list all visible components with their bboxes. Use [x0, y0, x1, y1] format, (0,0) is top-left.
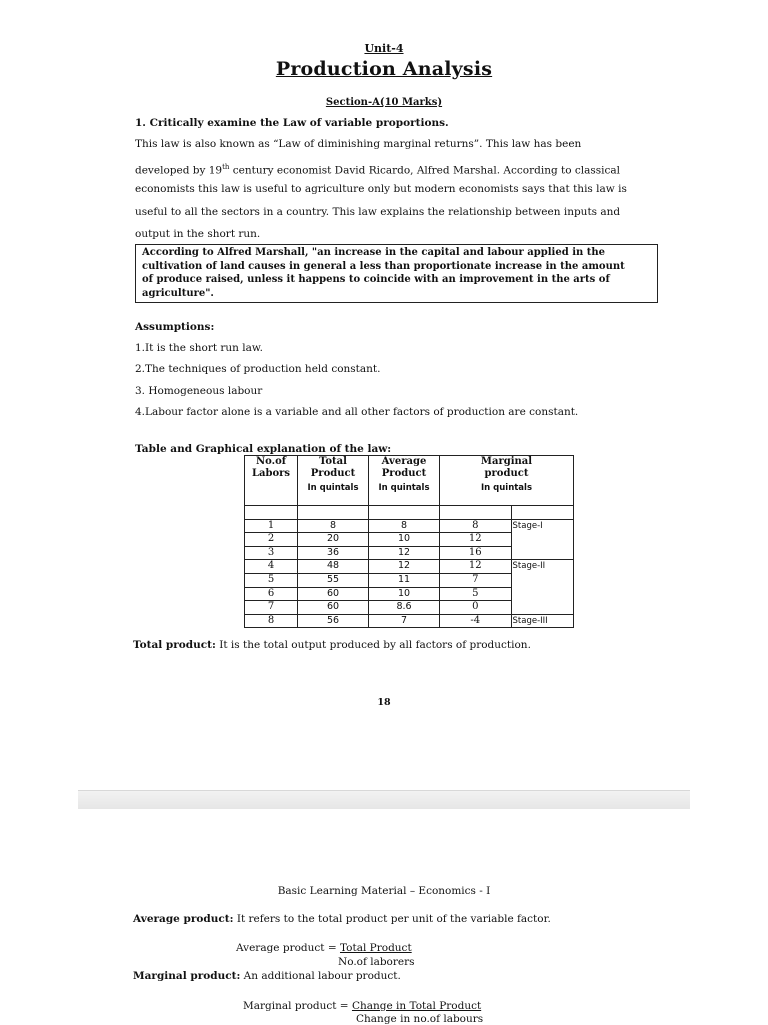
table-row: [245, 560, 574, 574]
page-title: Production Analysis: [275, 58, 493, 80]
assumptions-heading: Assumptions:: [135, 321, 215, 333]
average-product-label: Average product:: [133, 913, 234, 925]
header-line: Marginal: [480, 456, 533, 467]
total-product-label: Total product:: [133, 639, 216, 651]
marginal-product-text: An additional labour product.: [240, 970, 401, 982]
average-product-text: It refers to the total product per unit of the variable factor.: [233, 913, 551, 925]
table-cell: 10: [369, 587, 440, 601]
table-cell: 20: [298, 533, 369, 547]
average-product-definition: [133, 913, 551, 925]
quote-line: According to Alfred Marshall, "an increase in the capital and labour applied in the: [142, 247, 605, 258]
table-cell: -4: [440, 614, 512, 628]
header-unit: In quintals: [307, 483, 359, 493]
table-cell: 56: [298, 614, 369, 628]
header-total-product: [298, 456, 369, 506]
table-cell: 16: [440, 546, 512, 560]
table-cell: 48: [298, 560, 369, 574]
assumption-item: 1.It is the short run law.: [135, 342, 263, 354]
running-header: Basic Learning Material – Economics - I: [277, 885, 491, 897]
marginal-product-label: Marginal product:: [133, 970, 241, 982]
table-cell: 11: [369, 573, 440, 587]
page-number: 18: [377, 697, 391, 708]
formula-denominator: Change in no.of labours: [356, 1013, 484, 1025]
table-cell: 5: [245, 573, 298, 587]
marginal-product-formula: [243, 1000, 481, 1012]
table-cell: 7: [245, 601, 298, 615]
header-line: No.of: [255, 456, 287, 467]
table-row: [245, 614, 574, 628]
header-labors: [245, 456, 298, 506]
assumption-item: 2.The techniques of production held constant.: [135, 363, 381, 375]
production-table: [244, 455, 574, 628]
paragraph-line: developed by 19th century economist David Ricardo, Alfred Marshal. According to classical: [135, 162, 621, 176]
table-cell: 6: [245, 587, 298, 601]
paragraph-line: This law is also known as “Law of diminishing marginal returns”. This law has been: [135, 138, 582, 150]
table-cell: 36: [298, 546, 369, 560]
table-cell: 55: [298, 573, 369, 587]
paragraph-line: economists this law is useful to agriculture only but modern economists says that this law is: [135, 183, 627, 195]
quote-line: cultivation of land causes in general a less than proportionate increase in the amount: [142, 260, 625, 272]
intro-paragraph: [135, 133, 650, 246]
table-cell: 8: [298, 519, 369, 533]
paragraph-line: output in the short run.: [135, 228, 261, 240]
header-line: Average: [381, 456, 427, 467]
header-line: Product: [381, 468, 427, 479]
header-unit: In quintals: [480, 483, 533, 493]
table-cell: 60: [298, 601, 369, 615]
total-product-text: It is the total output produced by all factors of production.: [215, 639, 531, 651]
formula-lhs: Marginal product =: [243, 1000, 352, 1012]
marginal-product-definition: [133, 970, 401, 982]
section-heading: Section-A(10 Marks): [325, 97, 443, 108]
table-cell: 0: [440, 601, 512, 615]
table-cell: 12: [440, 560, 512, 574]
assumption-item: 3. Homogeneous labour: [135, 385, 263, 397]
table-cell: 7: [440, 573, 512, 587]
header-average-product: [369, 456, 440, 506]
table-cell: 12: [369, 560, 440, 574]
stage-label: Stage-III: [511, 614, 573, 628]
average-product-formula: [236, 942, 412, 954]
table-cell: 2: [245, 533, 298, 547]
quote-line: agriculture".: [142, 288, 214, 300]
stage-label: Stage-II: [511, 560, 573, 614]
table-cell: 8: [369, 519, 440, 533]
table-heading: Table and Graphical explanation of the law:: [135, 443, 392, 455]
question-heading: 1. Critically examine the Law of variable proportions.: [135, 117, 449, 129]
header-line: product: [484, 468, 529, 479]
table-cell: 5: [440, 587, 512, 601]
table-cell: 12: [440, 533, 512, 547]
page-separator: [78, 790, 690, 809]
table-cell: 8: [440, 519, 512, 533]
table-cell: 8.6: [369, 601, 440, 615]
header-marginal-product: [440, 456, 574, 506]
table-cell: 12: [369, 546, 440, 560]
header-line: Total: [319, 456, 347, 467]
formula-denominator: No.of laborers: [338, 956, 415, 968]
formula-lhs: Average product =: [236, 942, 340, 954]
quote-line: of produce raised, unless it happens to coincide with an improvement in the arts of: [142, 274, 610, 286]
table-cell: 3: [245, 546, 298, 560]
formula-numerator: Change in Total Product: [351, 1000, 482, 1012]
unit-heading: Unit-4: [364, 42, 404, 55]
stage-label: Stage-I: [511, 519, 573, 560]
header-line: Product: [310, 468, 356, 479]
table-cell: 1: [245, 519, 298, 533]
paragraph-line: useful to all the sectors in a country. This law explains the relationship between inputs and: [135, 205, 621, 218]
marshall-quote-box: [135, 244, 658, 303]
formula-numerator: Total Product: [339, 942, 412, 954]
total-product-definition: [133, 639, 531, 651]
table-cell: 60: [298, 587, 369, 601]
table-cell: 4: [245, 560, 298, 574]
header-unit: In quintals: [378, 483, 430, 493]
table-cell: 8: [245, 614, 298, 628]
assumption-item: 4.Labour factor alone is a variable and all other factors of production are constant.: [135, 406, 579, 418]
header-line: Labors: [251, 468, 291, 479]
table-cell: 10: [369, 533, 440, 547]
table-cell: 7: [369, 614, 440, 628]
table-row: [245, 519, 574, 533]
